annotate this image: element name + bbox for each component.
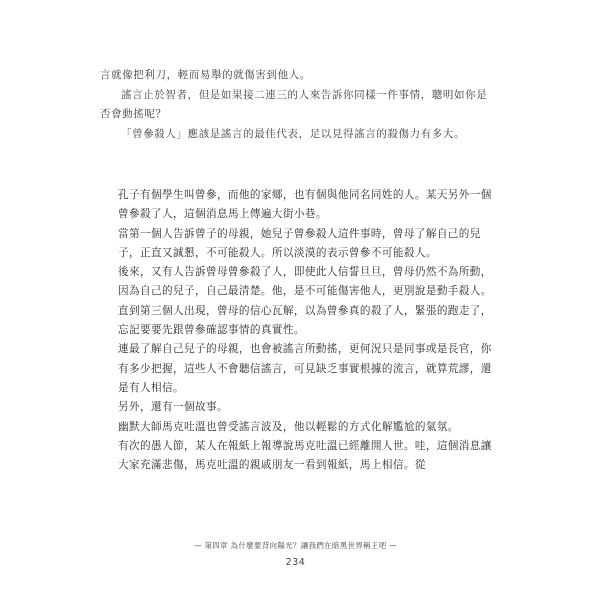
body-paragraph: 有次的愚人節，某人在報紙上報導說馬克吐溫已經離開人世。哇，這個消息讓大家充滿悲傷，馬克吐溫的親戚朋友一看到報紙，馬上相信。從 bbox=[118, 439, 492, 472]
body-paragraph: 另外，還有一個故事。 bbox=[118, 401, 228, 414]
epigraph-paragraph: 謠言止於智者，但是如果接二連三的人來告訴你同樣一件事情，聰明如你是否會動搖呢？ bbox=[100, 88, 488, 120]
body-paragraph: 直到第三個人出現，曾母的信心瓦解，以為曾參真的殺了人，緊張的跑走了，忘記要要先跟曾參確認事情的真實性。 bbox=[118, 304, 492, 337]
epigraph-paragraph: 言就像把利刀，輕而易舉的就傷害到他人。 bbox=[100, 69, 311, 81]
body-paragraph: 孔子有個學生叫曾參，而他的家鄉，也有個與他同名同姓的人。某天另外一個曾參殺了人，這個消息馬上傳遍大街小巷。 bbox=[118, 189, 492, 221]
chapter-running-footer: — 第四章 為什麼要背向陽光？讓我們在暗黑世界稱王吧 — bbox=[193, 541, 398, 550]
epigraph-paragraph: 「曾參殺人」應該是謠言的最佳代表，足以見得謠言的殺傷力有多大。 bbox=[121, 127, 466, 140]
epigraph-block bbox=[100, 66, 492, 144]
body-paragraph: 幽默大師馬克吐溫也曾受謠言波及，他以輕鬆的方式化解尷尬的氣氛。 bbox=[118, 420, 459, 433]
body-paragraph: 連最了解自己兒子的母親，也會被謠言所動搖，更何況只是同事或是長官，你有多少把握，這些人不會聽信謠言，可見缺乏事實根據的流言，就算荒謬，還是有人相信。 bbox=[118, 343, 492, 394]
body-text-block bbox=[118, 186, 496, 475]
body-paragraph: 當第一個人告訴曾子的母親，她兒子曾參殺人這件事時，曾母了解自己的兒子，正直又誠懇，不可能殺人。所以淡漠的表示曾參不可能殺人。 bbox=[118, 227, 481, 259]
page-number: 234 bbox=[285, 557, 306, 568]
body-paragraph: 後來，又有人告訴曾母曾參殺了人，即使此人信誓旦旦，曾母仍然不為所動，因為自己的兒子，自己最清楚。他，是不可能傷害他人，更別說是動手殺人。 bbox=[118, 266, 492, 298]
